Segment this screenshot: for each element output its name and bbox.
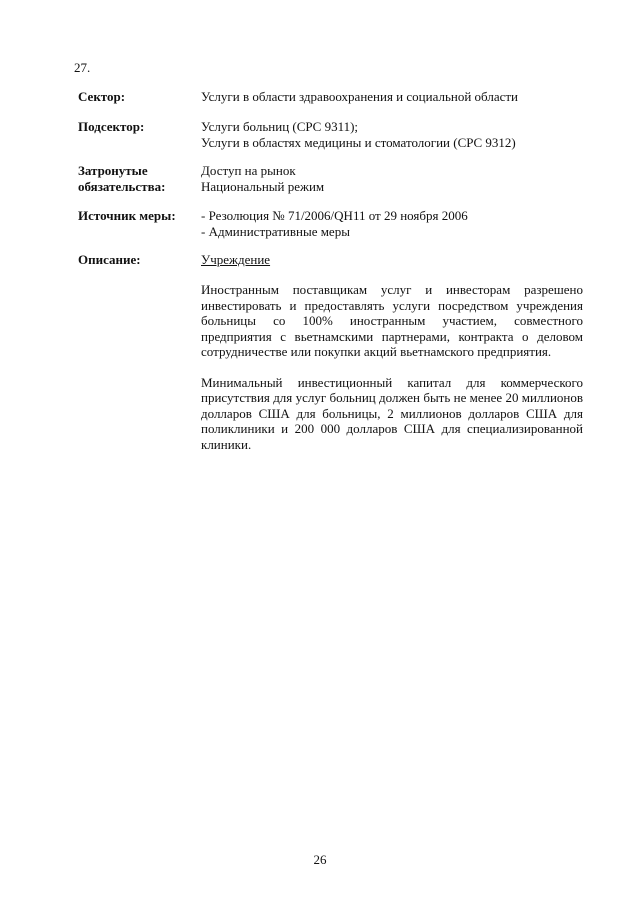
sector-value-text: Услуги в области здравоохранения и социальной области	[201, 89, 518, 104]
obligations-label	[78, 163, 196, 195]
subsector-label: Подсектор:	[78, 119, 145, 134]
source-line: - Административные меры	[201, 224, 350, 239]
sector-value	[201, 89, 583, 105]
obligations-line: Доступ на рынок	[201, 163, 296, 178]
source-value	[201, 208, 583, 240]
description-paragraph: Минимальный инвестиционный капитал для коммерческого присутствия для услуг больниц должен быть не менее 20 миллионов долларов США для больницы, 2 миллионов долларов США для поликлиники и 200 000 долларов США для специализированной клиники.	[201, 374, 583, 452]
obligations-line: Национальный режим	[201, 179, 325, 194]
subsector-line: Услуги больниц (CPC 9311);	[201, 119, 359, 134]
source-label: Источник меры:	[78, 208, 176, 223]
source-line: - Резолюция № 71/2006/QH11 от 29 ноября 2006	[201, 208, 468, 223]
subsector-value	[201, 119, 583, 151]
sector-label: Сектор:	[78, 89, 126, 104]
entry-number: 27.	[74, 60, 91, 75]
obligations-label-line: Затронутые	[78, 163, 148, 178]
page-number: 26	[313, 852, 327, 867]
subsector-line: Услуги в областях медицины и стоматологии (CPC 9312)	[201, 135, 516, 150]
description-heading: Учреждение	[201, 252, 271, 267]
description-value	[201, 252, 583, 452]
description-paragraph: Иностранным поставщикам услуг и инвесторам разрешено инвестировать и предоставлять услуги посредством учреждения больницы со 100% иностранным участием, совместного предприятия с вьетнамскими партнерами, контракта о деловом сотрудничестве или покупки акций вьетнамского предприятия.	[201, 282, 583, 359]
obligations-label-line: обязательства:	[78, 179, 166, 194]
description-label: Описание:	[78, 252, 141, 267]
obligations-value	[201, 163, 583, 195]
